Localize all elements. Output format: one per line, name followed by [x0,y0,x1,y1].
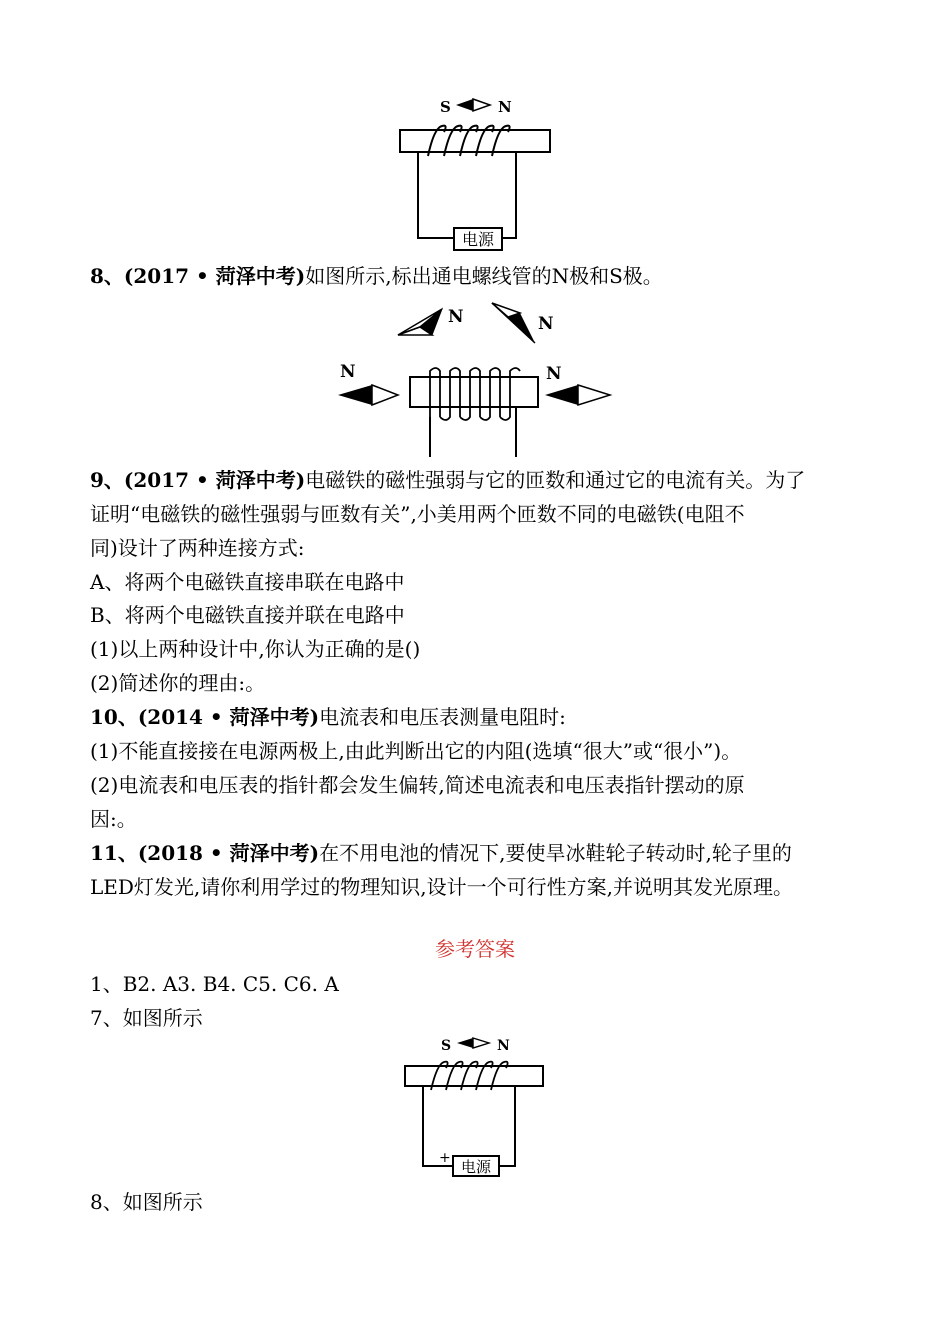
question-number: 9、 [90,468,124,492]
question-11-line2: LED灯发光,请你利用学过的物理知识,设计一个可行性方案,并说明其发光原理。 [90,875,793,899]
compass-left [338,385,398,405]
question-10-sub2: (2)电流表和电压表的指针都会发生偏转,简述电流表和电压表指针摆动的原 [90,773,745,797]
compass-needle [456,99,473,111]
question-10 [90,703,566,731]
compass-upper-right [492,303,535,343]
answer-key-title: 参考答案 [435,937,515,961]
question-9-line3: 同)设计了两种连接方式: [90,536,305,560]
option-a: A、将两个电磁铁直接串联在电路中 [90,570,405,594]
compass-right [545,385,610,405]
option-b: B、将两个电磁铁直接并联在电路中 [90,603,405,627]
question-8 [90,262,663,290]
compass-right-n: N [546,364,562,384]
question-text: 电磁铁的磁性强弱与它的匝数和通过它的电流有关。为了 [305,468,806,492]
answer-7-figure [395,1030,555,1180]
answer-8: 8、如图所示 [90,1190,203,1214]
solenoid-core [405,1066,543,1086]
compass-upper-left-n: N [448,307,464,327]
solenoid-core [400,130,550,152]
compass-n-label: N [498,98,512,116]
question-9-sub2: (2)简述你的理由:。 [90,671,266,695]
question-text: 如图所示,标出通电螺线管的N极和S极。 [305,264,663,288]
compass-left-n: N [340,362,356,382]
compass-solenoid-figure [330,295,630,460]
question-source: (2017 • 菏泽中考) [123,468,306,492]
power-source-label: 电源 [460,1158,492,1176]
question-number: 8、 [90,264,124,288]
question-number: 11、 [90,841,138,865]
question-source: (2017 • 菏泽中考) [123,264,306,288]
power-source-label: 电源 [461,230,495,249]
compass-s-label: S [441,1038,452,1054]
answer-7: 7、如图所示 [90,1006,203,1030]
question-9-sub1: (1)以上两种设计中,你认为正确的是() [90,637,421,661]
question-source: (2014 • 菏泽中考) [137,705,320,729]
question-10-sub2-cont: 因:。 [90,807,137,831]
compass-upper-left [398,309,442,335]
question-text: 电流表和电压表测量电阻时: [319,705,566,729]
compass-needle [457,1038,473,1048]
question-source: (2018 • 菏泽中考) [137,841,320,865]
compass-s-label: S [440,98,451,116]
question-number: 10、 [90,705,138,729]
question-11 [90,839,792,867]
question-10-sub1: (1)不能直接接在电源两极上,由此判断出它的内阻(选填“很大”或“很小”)。 [90,739,742,763]
question-9-line2: 证明“电磁铁的磁性强弱与匝数有关”,小美用两个匝数不同的电磁铁(电阻不 [90,502,745,526]
solenoid-figure-top [390,90,560,260]
compass-upper-right-n: N [538,314,554,334]
question-text: 在不用电池的情况下,要使旱冰鞋轮子转动时,轮子里的 [319,841,792,865]
answer-1-6: 1、B2. A3. B4. C5. C6. A [90,972,339,996]
compass-n-label: N [497,1038,510,1054]
question-9 [90,466,805,494]
positive-terminal: + [439,1150,451,1166]
